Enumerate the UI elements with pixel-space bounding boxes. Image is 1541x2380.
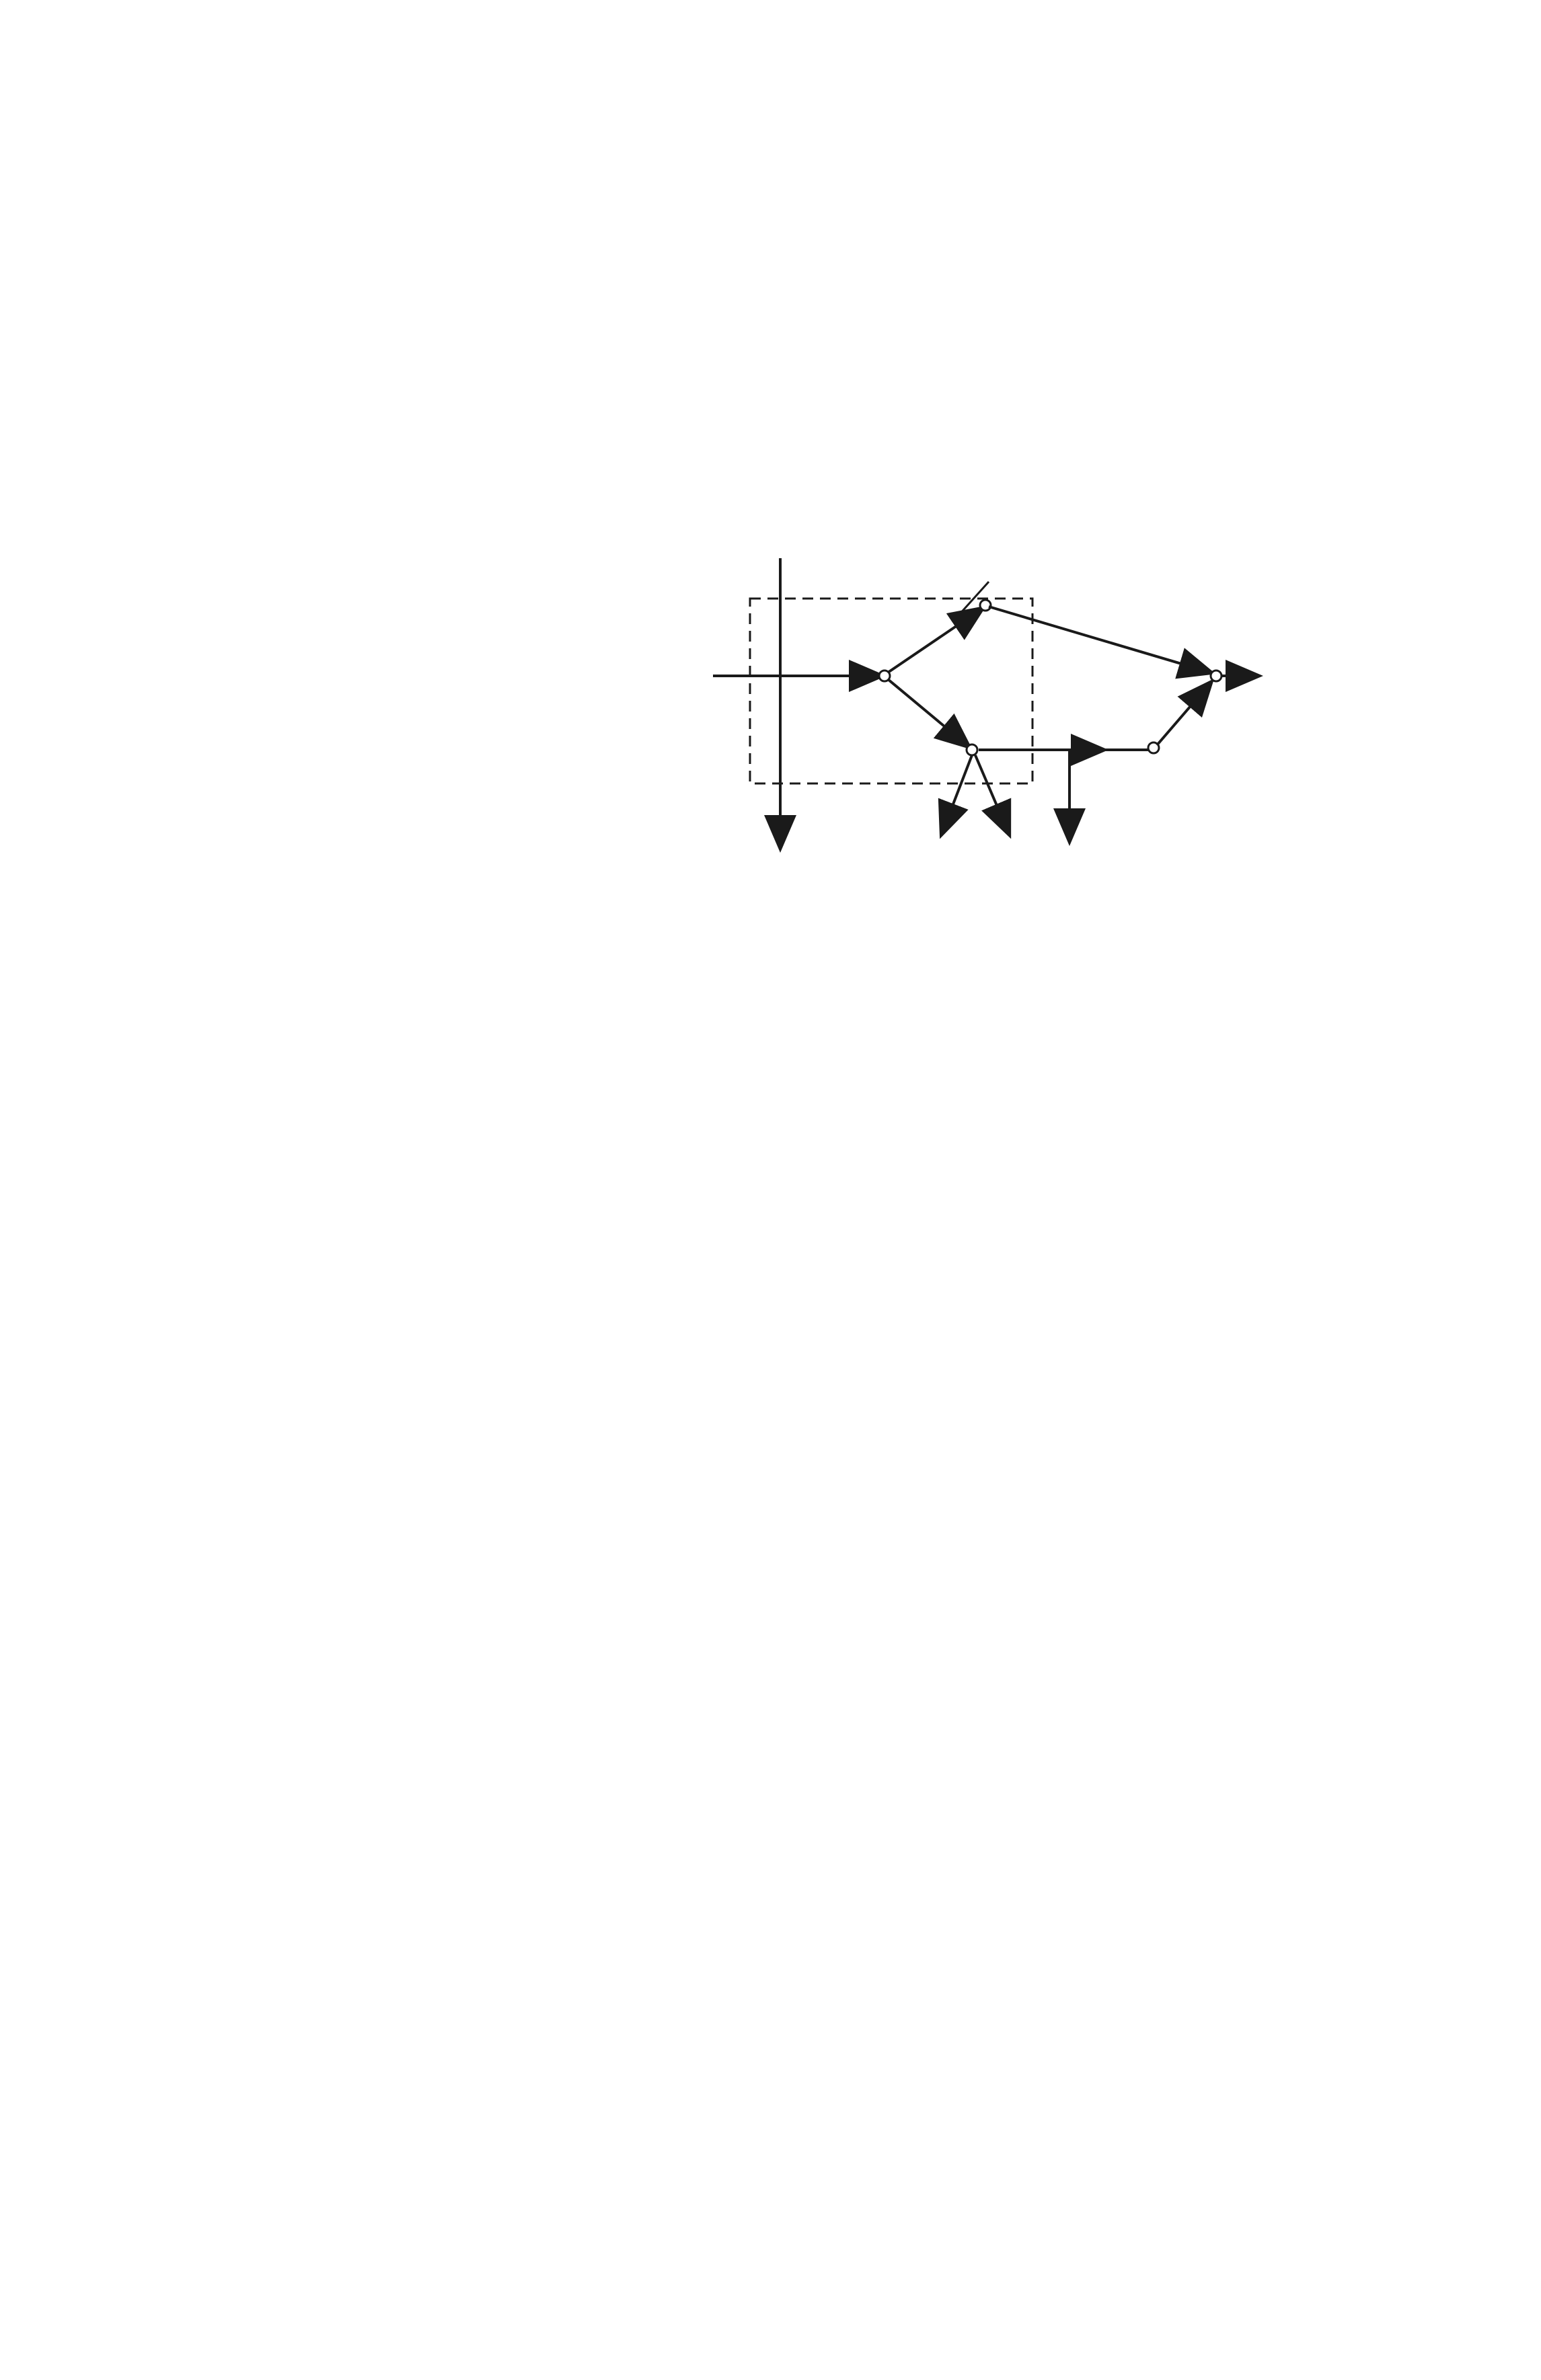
flow-thg-line	[1157, 683, 1211, 745]
flow-a32-line	[975, 755, 1009, 834]
flow-a21-line	[888, 609, 982, 673]
flow-mg-line	[989, 607, 1211, 673]
flow-a22-line	[888, 679, 969, 746]
diagram-svg	[673, 531, 1345, 881]
node-a21	[980, 600, 991, 611]
process-boundary	[750, 599, 1032, 783]
node-out	[1211, 670, 1221, 681]
energy-balance-diagram	[673, 531, 1345, 881]
flow-a33-line	[942, 755, 972, 834]
node-a22	[967, 744, 977, 755]
